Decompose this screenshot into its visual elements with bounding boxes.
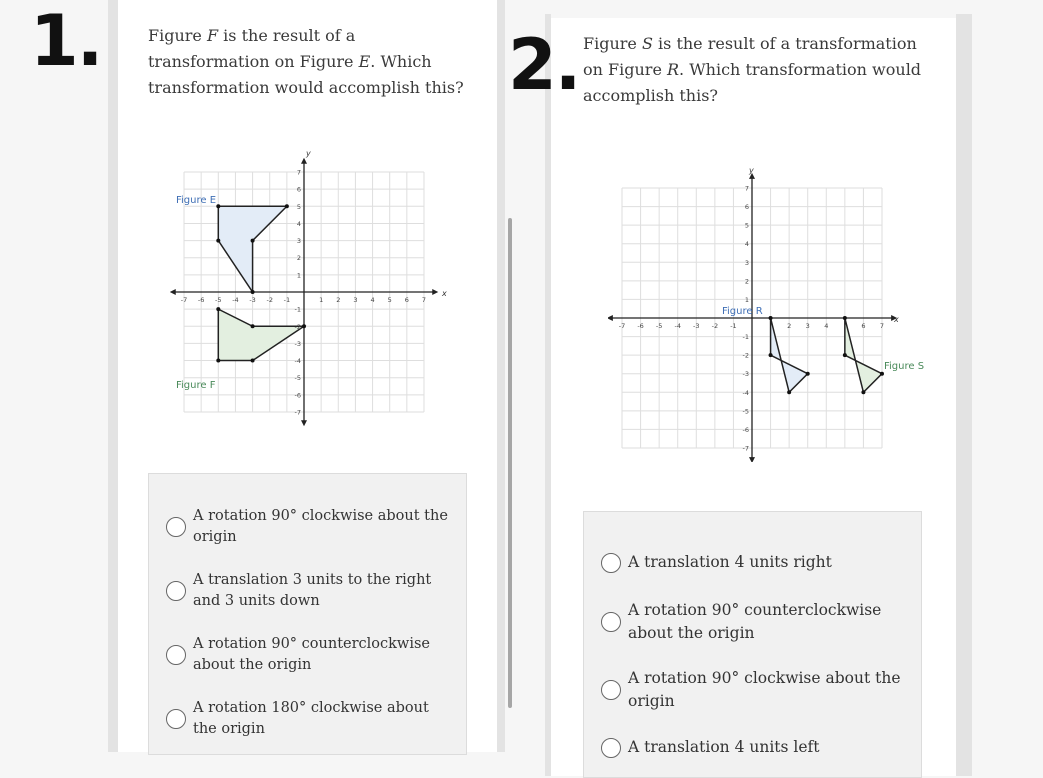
card-1-shadow-left	[108, 0, 118, 752]
option-label: A translation 4 units right	[628, 553, 832, 571]
x-tick-label: -3	[693, 322, 700, 330]
vertex-point	[843, 353, 847, 357]
figure-f-shape	[218, 309, 304, 360]
figure-s-label: Figure S	[884, 361, 925, 372]
y-tick-label: 1	[296, 271, 301, 280]
option-label: A translation 4 units left	[628, 738, 820, 756]
answer-options-2	[583, 511, 922, 778]
figure-r-label: Figure R	[722, 306, 763, 317]
y-tick-label: -6	[294, 391, 301, 400]
y-tick-label: 5	[296, 202, 301, 211]
x-tick-label: -5	[215, 296, 222, 304]
radio-button[interactable]	[601, 680, 621, 700]
y-axis-arrow-down	[749, 457, 755, 462]
x-tick-label: -3	[249, 296, 256, 304]
option-label: A rotation 90° clockwise about the origin	[628, 669, 901, 710]
q1-text-pre: Figure	[148, 26, 207, 45]
radio-button[interactable]	[166, 517, 186, 537]
option-label: A rotation 180° clockwise about the origin	[193, 700, 429, 737]
y-tick-label: 2	[296, 254, 301, 263]
vertex-point	[285, 204, 289, 208]
vertex-point	[769, 353, 773, 357]
q2-text-pre: Figure	[583, 34, 642, 53]
graph-2	[608, 162, 938, 462]
x-tick-label: -4	[674, 322, 681, 330]
x-tick-label: -5	[655, 322, 663, 330]
radio-button[interactable]	[166, 645, 186, 665]
vertex-point	[806, 372, 810, 376]
y-axis-arrow-up	[301, 158, 307, 164]
x-tick-label: 3	[805, 322, 810, 330]
question-number-1: 1.	[30, 0, 102, 82]
y-tick-label: 6	[296, 185, 301, 194]
option-1-a[interactable]	[166, 506, 456, 548]
y-tick-label: 4	[296, 219, 301, 228]
graph-1-y-label: y	[306, 149, 311, 158]
card-1-shadow-right	[497, 0, 505, 752]
graph-2-x-label: x	[894, 315, 899, 324]
vertex-point	[843, 316, 847, 320]
option-label: A translation 3 units to the right and 3 units down	[193, 572, 432, 609]
y-tick-label: -4	[294, 357, 301, 366]
x-tick-label: 3	[353, 296, 358, 304]
option-2-c[interactable]	[601, 667, 911, 713]
vertex-point	[216, 239, 220, 243]
question-number-2: 2.	[508, 24, 580, 106]
y-tick-label: 4	[744, 240, 749, 249]
radio-button[interactable]	[601, 738, 621, 758]
x-tick-label: 4	[824, 322, 829, 330]
radio-button[interactable]	[166, 709, 186, 729]
radio-button[interactable]	[601, 553, 621, 573]
y-tick-label: -3	[742, 370, 749, 379]
graph-2-y-label: y	[749, 166, 754, 175]
y-tick-label: -1	[742, 333, 749, 342]
y-tick-label: -3	[294, 339, 301, 348]
answer-options-1	[148, 473, 467, 755]
y-tick-label: 1	[744, 295, 749, 304]
q1-var-1: F	[206, 26, 219, 45]
scrollbar-thumb[interactable]	[508, 218, 512, 708]
q2-var-1: S	[641, 34, 653, 53]
y-tick-label: 7	[744, 184, 749, 193]
x-tick-label: -6	[637, 322, 644, 330]
question-text-1	[148, 23, 478, 101]
graph-1-x-label: x	[442, 289, 447, 298]
option-label: A rotation 90° clockwise about the origin	[193, 508, 448, 545]
x-tick-label: -6	[197, 296, 205, 304]
vertex-point	[302, 324, 306, 328]
x-tick-label: 5	[387, 296, 392, 304]
option-2-a[interactable]	[601, 552, 911, 573]
x-tick-label: -2	[266, 296, 273, 304]
x-tick-label: 2	[787, 322, 792, 330]
q1-var-2: E	[358, 52, 371, 71]
y-tick-label: 5	[744, 221, 749, 230]
y-tick-label: 6	[744, 203, 749, 212]
figure-f-label: Figure F	[176, 380, 216, 391]
y-axis-arrow-down	[301, 420, 307, 426]
option-label: A rotation 90° counterclockwise about the origin	[193, 636, 430, 673]
y-tick-label: -5	[294, 374, 301, 383]
question-text-2	[583, 31, 928, 109]
vertex-point	[251, 359, 255, 363]
y-tick-label: 3	[296, 237, 301, 246]
y-tick-label: -1	[294, 305, 301, 314]
vertex-point	[880, 372, 884, 376]
y-tick-label: 3	[744, 258, 749, 267]
q2-text-post: . Which transformation would accomplish this?	[583, 60, 922, 105]
x-tick-label: 7	[421, 296, 427, 304]
y-tick-label: -6	[742, 425, 749, 434]
card-2-shadow-right	[956, 14, 972, 776]
vertex-point	[251, 239, 255, 243]
radio-button[interactable]	[601, 612, 621, 632]
y-tick-label: -4	[742, 388, 749, 397]
vertex-point	[216, 359, 220, 363]
vertex-point	[216, 204, 220, 208]
y-tick-label: -2	[294, 322, 301, 331]
option-1-b[interactable]	[166, 570, 456, 612]
x-tick-label: -7	[618, 322, 626, 330]
x-axis-arrow-left	[608, 315, 613, 321]
x-tick-label: -1	[730, 322, 737, 330]
figure-e-shape	[218, 206, 287, 292]
q2-text-mid: is the result of a transformation on Figure	[583, 34, 917, 79]
vertex-point	[769, 316, 773, 320]
option-2-b[interactable]	[601, 599, 911, 645]
q2-var-2: R	[667, 60, 680, 79]
y-tick-label: -7	[294, 408, 301, 417]
x-tick-label: 6	[404, 296, 409, 304]
option-1-d[interactable]	[166, 698, 456, 740]
y-tick-label: -2	[742, 351, 749, 360]
vertex-point	[787, 390, 791, 394]
y-tick-label: 2	[744, 277, 749, 286]
x-tick-label: -7	[180, 296, 188, 304]
option-1-c[interactable]	[166, 634, 456, 676]
x-tick-label: 2	[336, 296, 341, 304]
y-tick-label: -5	[742, 407, 749, 416]
x-tick-label: -1	[283, 296, 291, 304]
graph-2-grid	[608, 173, 897, 462]
graph-1	[170, 148, 460, 428]
y-tick-label: 7	[296, 168, 301, 177]
figure-e-label: Figure E	[176, 195, 217, 206]
q1-text-mid: is the result of a transformation on Figure	[148, 26, 359, 71]
x-tick-label: -2	[711, 322, 719, 330]
x-tick-label: 4	[370, 296, 375, 304]
x-tick-label: -4	[232, 296, 239, 304]
q1-text-post: . Which transformation would accomplish this?	[148, 52, 464, 97]
vertex-point	[251, 290, 255, 294]
vertex-point	[216, 307, 220, 311]
x-axis-arrow-left	[170, 289, 176, 295]
x-tick-label: 6	[861, 322, 866, 330]
option-2-d[interactable]	[601, 737, 911, 758]
x-tick-label: 7	[879, 322, 885, 330]
vertex-point	[251, 324, 255, 328]
option-label: A rotation 90° counterclockwise about the origin	[628, 601, 882, 642]
y-tick-label: -7	[742, 444, 749, 453]
radio-button[interactable]	[166, 581, 186, 601]
vertex-point	[861, 390, 865, 394]
x-axis-arrow-right	[432, 289, 438, 295]
x-tick-label: 1	[319, 296, 324, 304]
